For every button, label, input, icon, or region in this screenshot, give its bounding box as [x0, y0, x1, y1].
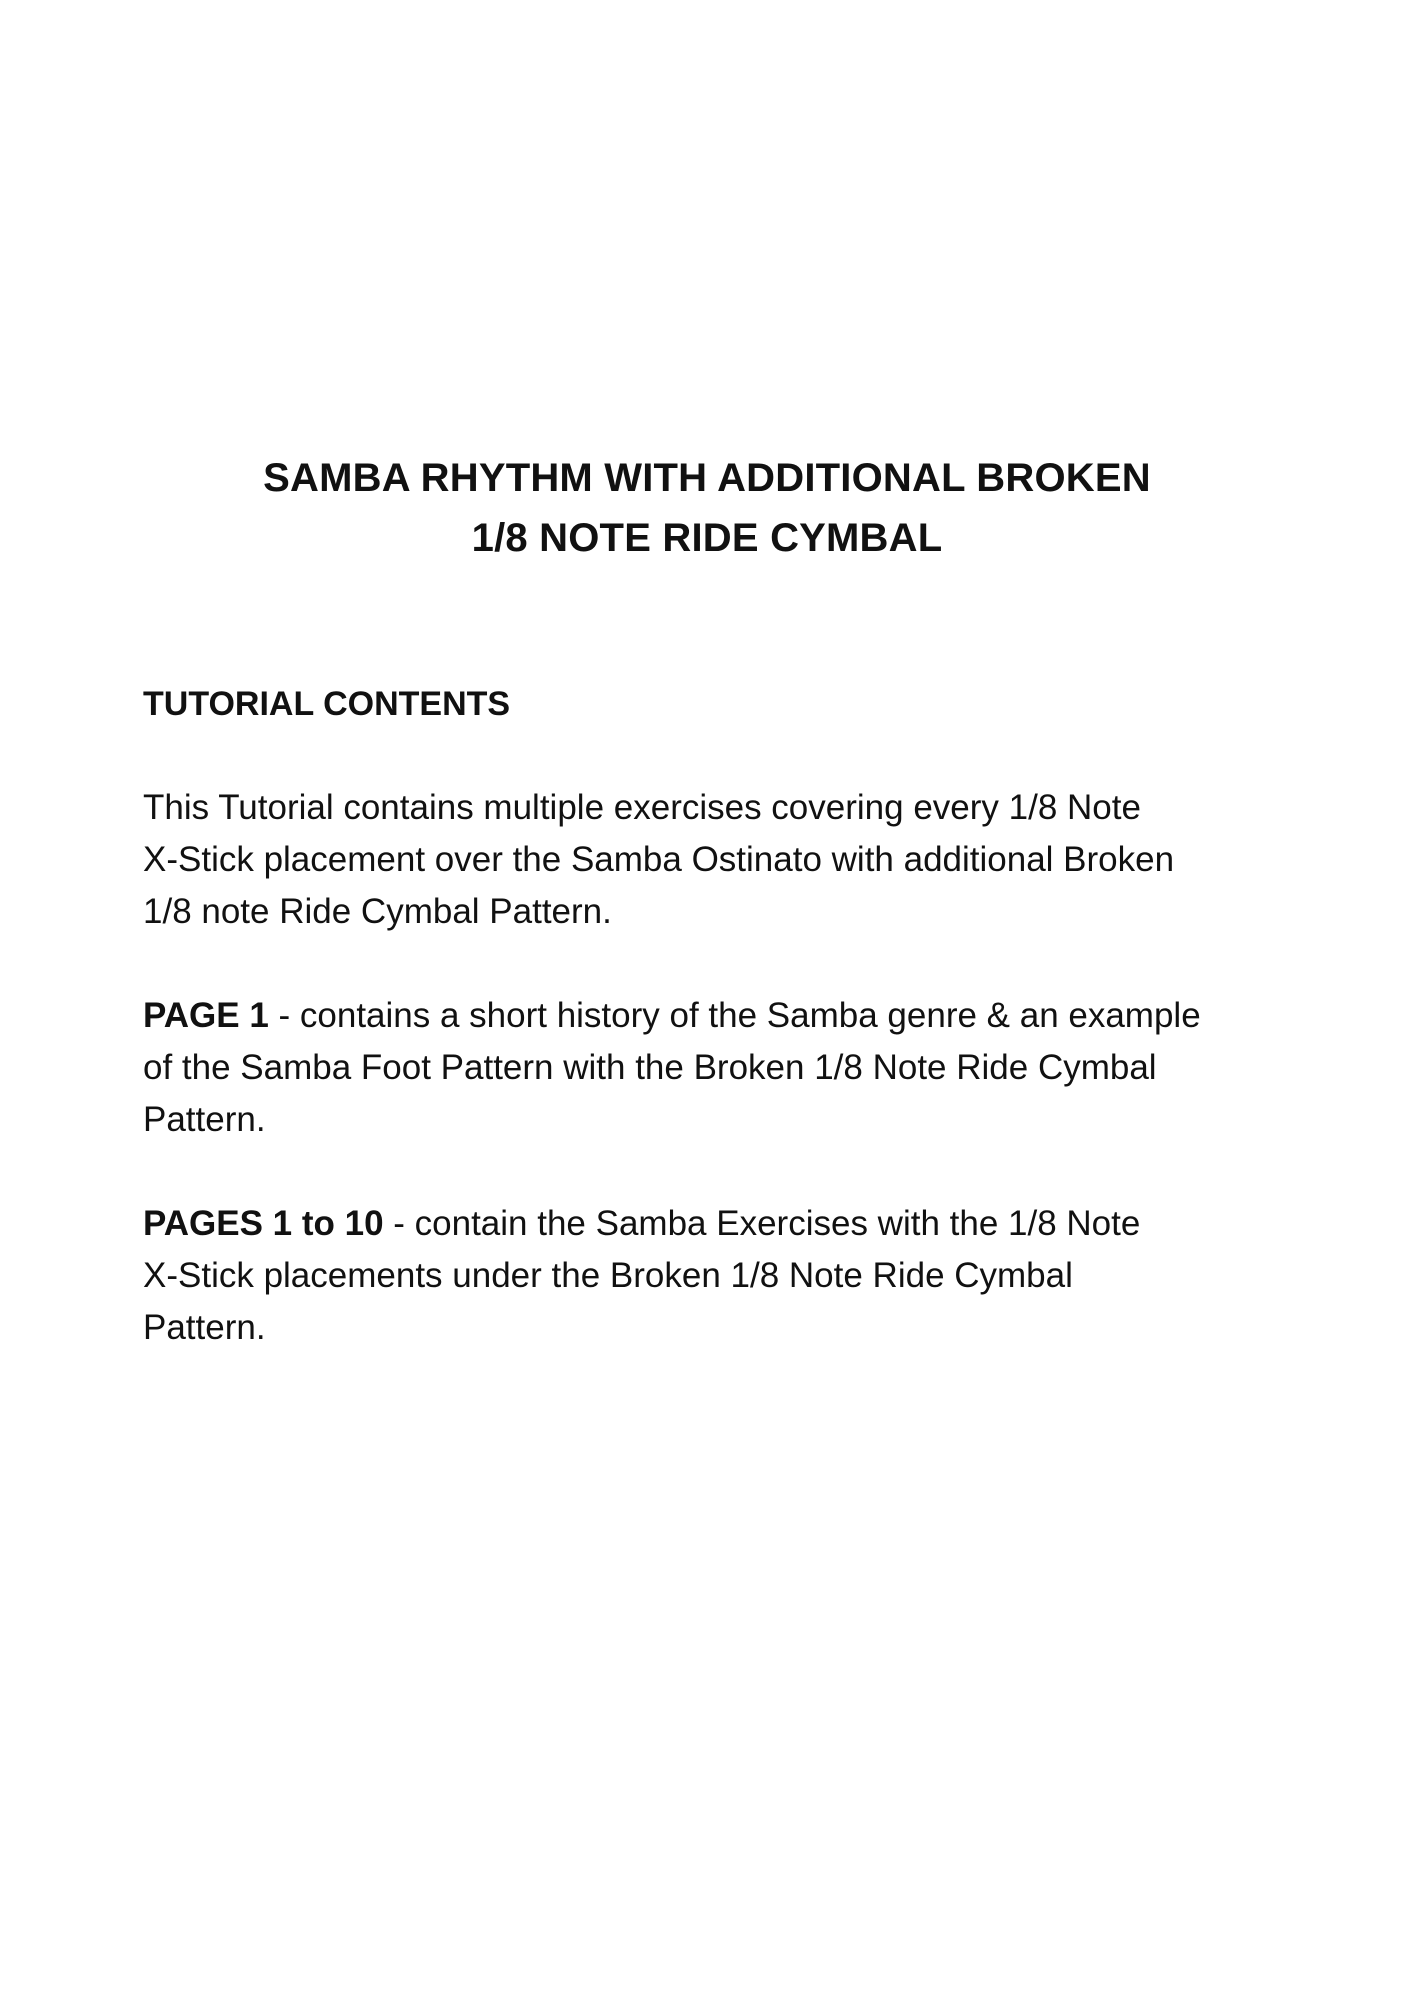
pages-range-line-1-rest: - contain the Samba Exercises with the 1/8 Note	[383, 1204, 1141, 1243]
intro-paragraph	[143, 782, 1303, 938]
pages-range-line-2: X-Stick placements under the Broken 1/8 Note Ride Cymbal	[143, 1256, 1073, 1295]
page1-paragraph	[143, 990, 1303, 1146]
page1-line-3: Pattern.	[143, 1100, 266, 1139]
page1-lead: PAGE 1	[143, 996, 269, 1035]
tutorial-contents	[143, 678, 1303, 1406]
pages-range-line-3: Pattern.	[143, 1308, 266, 1347]
title-line-2: 1/8 NOTE RIDE CYMBAL	[471, 516, 943, 560]
page1-line-1-rest: - contains a short history of the Samba genre & an example	[268, 996, 1201, 1035]
pages-range-line-1	[143, 1198, 1303, 1250]
intro-line-1: This Tutorial contains multiple exercises covering every 1/8 Note	[143, 788, 1141, 827]
page-title	[0, 448, 1414, 568]
section-heading: TUTORIAL CONTENTS	[143, 685, 511, 723]
page1-line-1	[143, 990, 1303, 1042]
title-line-1: SAMBA RHYTHM WITH ADDITIONAL BROKEN	[263, 456, 1151, 500]
intro-line-2: X-Stick placement over the Samba Ostinato with additional Broken	[143, 840, 1175, 879]
pages-range-lead: PAGES 1 to 10	[143, 1204, 384, 1243]
page1-line-2: of the Samba Foot Pattern with the Broken 1/8 Note Ride Cymbal	[143, 1048, 1157, 1087]
pages-range-paragraph	[143, 1198, 1303, 1354]
intro-line-3: 1/8 note Ride Cymbal Pattern.	[143, 892, 612, 931]
